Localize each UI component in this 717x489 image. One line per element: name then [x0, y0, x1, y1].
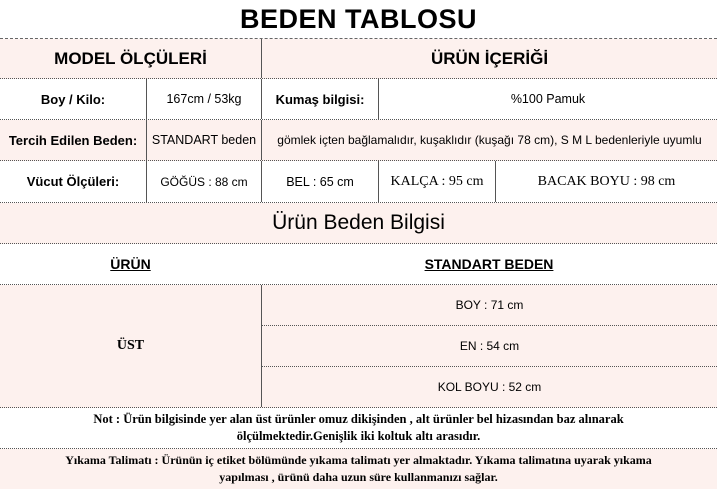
measurement-note-line-2: ölçülmektedir.Genişlik iki koltuk altı arasıdır. — [236, 429, 481, 443]
height-weight-label: Boy / Kilo: — [40, 91, 106, 107]
washing-note-line-1: Yıkama Talimatı : Ürünün iç etiket bölümünde yıkama talimatı yer almaktadır. Yıkama talimatına uyarak yıkama — [65, 453, 652, 467]
product-column-header: ÜRÜN — [110, 256, 151, 272]
standard-size-column-header: STANDART BEDEN — [424, 256, 554, 272]
preferred-size-row — [0, 120, 717, 161]
leg-length-measurement: BACAK BOYU : 98 cm — [495, 161, 717, 202]
product-content-header: ÜRÜN İÇERİĞİ — [261, 39, 717, 78]
body-measurements-label: Vücut Ölçüleri: — [26, 174, 120, 189]
body-measurements-row — [0, 161, 717, 203]
sleeve-length-measure: KOL BOYU : 52 cm — [437, 380, 542, 394]
height-weight-value: 167cm / 53kg — [146, 79, 261, 119]
preferred-size-value: STANDART beden — [146, 120, 261, 160]
fabric-label: Kumaş bilgisi: — [261, 79, 378, 119]
page-title: BEDEN TABLOSU — [239, 3, 477, 34]
product-part-top: ÜST — [116, 338, 145, 353]
washing-instructions-row — [0, 449, 717, 489]
product-fit-note: gömlek içten bağlamalıdır, kuşaklıdır (kuşağı 78 cm), S M L bedenleriyle uyumlu — [261, 120, 717, 160]
width-measure: EN : 54 cm — [262, 326, 717, 367]
section-header-row — [0, 39, 717, 79]
preferred-size-label: Tercih Edilen Beden: — [8, 132, 138, 148]
title-row — [0, 0, 717, 39]
washing-note-line-2: yapılması , ürünü daha uzun süre kullanmanızı sağlar. — [219, 470, 498, 484]
waist-measurement: BEL : 65 cm — [261, 161, 378, 202]
product-table-body — [0, 285, 717, 408]
length-measure: BOY : 71 cm — [262, 285, 717, 326]
measurement-note — [0, 408, 717, 448]
measurement-note-row — [0, 408, 717, 449]
measurement-note-line-1: Not : Ürün bilgisinde yer alan üst ürünler omuz dikişinden , alt ürünler bel hizasından baz alınarak — [93, 412, 624, 426]
product-info-title: Ürün Beden Bilgisi — [272, 211, 445, 234]
product-table-header-row — [0, 244, 717, 285]
chest-measurement: GÖĞÜS : 88 cm — [146, 161, 261, 202]
fabric-value: %100 Pamuk — [378, 79, 717, 119]
height-weight-row — [0, 79, 717, 120]
product-info-title-row — [0, 203, 717, 244]
model-measurements-header: MODEL ÖLÇÜLERİ — [54, 48, 207, 68]
hip-measurement: KALÇA : 95 cm — [378, 161, 495, 202]
washing-instructions — [0, 449, 717, 489]
product-measure-list — [261, 285, 717, 407]
